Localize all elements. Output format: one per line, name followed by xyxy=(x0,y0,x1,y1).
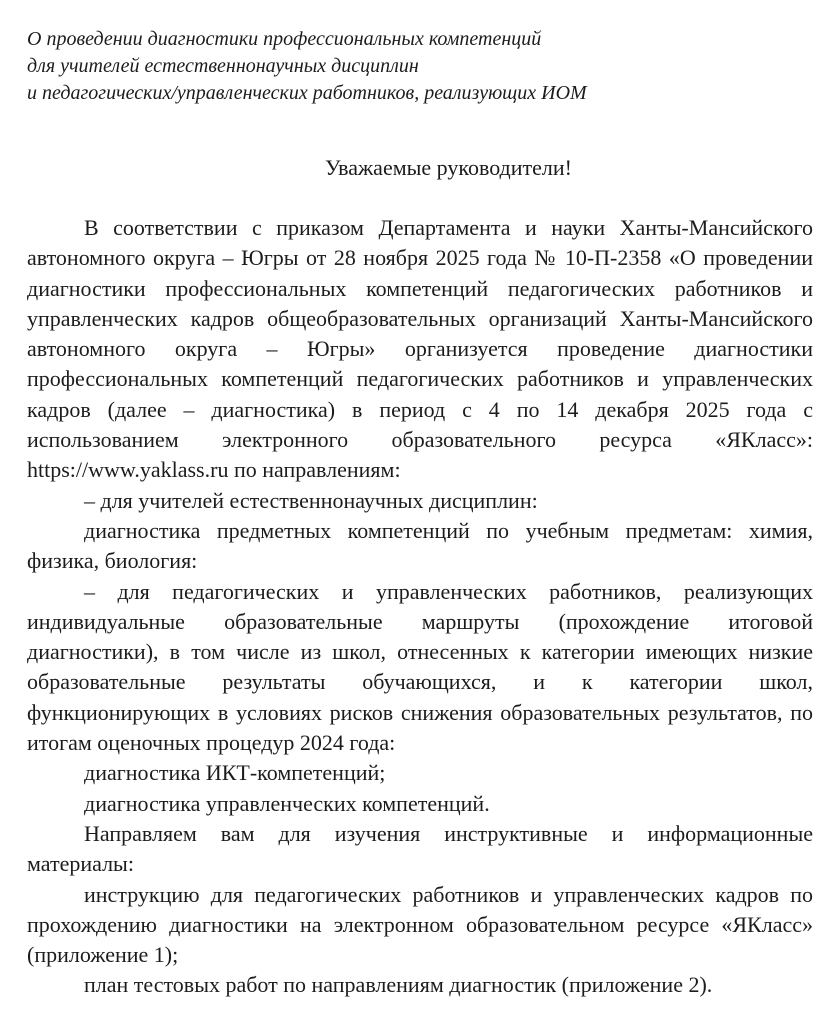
paragraph-subject-diagnostics: диагностика предметных компетенций по учебным предметам: химия, физика, биология: xyxy=(27,517,813,574)
paragraph-intro xyxy=(27,213,813,486)
intro-text-after-url: по направлениям: xyxy=(228,457,401,483)
paragraph-direction-iom-workers: – для педагогических и управленческих работников, реализующих индивидуальные образовательные маршруты (прохождение итоговой диагностики), в том числе из школ, отнесенных к категории имеющих низкие образовательные результаты обучающихся, и к категории школ, функционирующих в условиях рисков снижения образовательных результатов, по итогам оценочных процедур 2024 года: xyxy=(27,578,813,756)
paragraph-management-diagnostics: диагностика управленческих компетенций. xyxy=(84,790,490,816)
salutation: Уважаемые руководители! xyxy=(325,155,572,180)
subject-line-1: О проведении диагностики профессиональных компетенций xyxy=(27,28,542,50)
paragraph-attachment-1: инструкцию для педагогических работников и управленческих кадров по прохождению диагностики на электронном образовательном ресурсе «ЯКласс» (приложение 1); xyxy=(27,881,813,968)
paragraph-ict-diagnostics: диагностика ИКТ-компетенций; xyxy=(84,760,386,786)
intro-text-before-url: В соответствии с приказом Департамента и науки Ханты-Мансийского автономного округа – Югры от 28 ноября 2025 года № 10-П-2358 «О проведении диагностики профессиональных компетенций педагогических работников и управленческих кадров общеобразовательных организаций Ханты-Мансийского автономного округа – Югры» организуется проведение диагностики профессиональных компетенций педагогических работников и управленческих кадров (далее – диагностика) в период с 4 по 14 декабря 2025 года с использованием электронного образовательного ресурса «ЯКласс»: xyxy=(27,215,813,453)
subject-line-3: и педагогических/управленческих работников, реализующих ИОМ xyxy=(27,82,587,104)
paragraph-materials-intro: Направляем вам для изучения инструктивные и информационные материалы: xyxy=(27,820,813,877)
document-subject xyxy=(27,26,813,107)
subject-line-2: для учителей естественнонаучных дисциплин xyxy=(27,55,419,77)
paragraph-attachment-2: план тестовых работ по направлениям диагностик (приложение 2). xyxy=(84,972,713,998)
paragraph-direction-science-teachers: – для учителей естественнонаучных дисциплин: xyxy=(84,487,538,513)
yaklass-url: https://www.yaklass.ru xyxy=(27,457,229,483)
document-body xyxy=(27,213,813,1001)
